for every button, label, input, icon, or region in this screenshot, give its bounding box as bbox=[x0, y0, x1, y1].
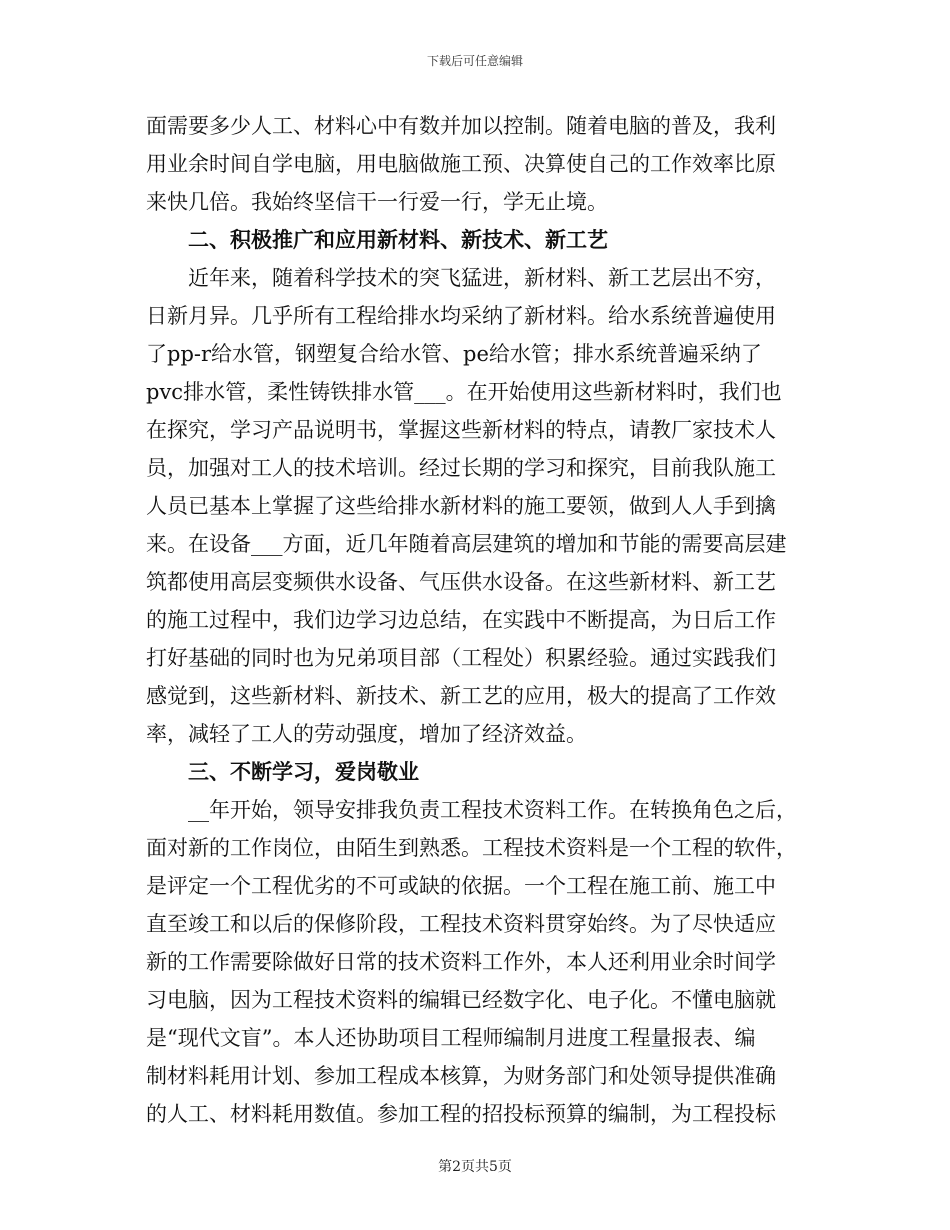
body-line: 是“现代文盲”。本人还协助项目工程师编制月进度工程量报表、编 bbox=[146, 1026, 756, 1050]
body-line: 人员已基本上掌握了这些给排水新材料的施工要领，做到人人手到擒 bbox=[146, 494, 776, 518]
body-line: 感觉到，这些新材料、新技术、新工艺的应用，极大的提高了工作效 bbox=[146, 684, 776, 708]
body-line: 直至竣工和以后的保修阶段，工程技术资料贯穿始终。为了尽快适应 bbox=[146, 912, 776, 936]
body-line: 用业余时间自学电脑，用电脑做施工预、决算使自己的工作效率比原 bbox=[146, 152, 776, 176]
body-line: 是评定一个工程优劣的不可或缺的依据。一个工程在施工前、施工中 bbox=[146, 874, 776, 898]
document-body bbox=[146, 107, 804, 1133]
body-line: 来快几倍。我始终坚信干一行爱一行，学无止境。 bbox=[146, 190, 608, 214]
body-line: 近年来，随着科学技术的突飞猛进，新材料、新工艺层出不穷， bbox=[188, 266, 776, 290]
body-line: 员，加强对工人的技术培训。经过长期的学习和探究，目前我队施工 bbox=[146, 456, 776, 480]
body-line: __年开始，领导安排我负责工程技术资料工作。在转换角色之后， bbox=[188, 798, 797, 822]
section-heading-2: 二、积极推广和应用新材料、新技术、新工艺 bbox=[188, 227, 608, 252]
page-header: 下载后可任意编辑 bbox=[426, 54, 523, 68]
body-line: 面对新的工作岗位，由陌生到熟悉。工程技术资料是一个工程的软件， bbox=[146, 836, 797, 860]
body-line: 新的工作需要除做好日常的技术资料工作外，本人还利用业余时间学 bbox=[146, 950, 776, 974]
page-footer: 第2页共5页 bbox=[438, 1159, 512, 1175]
body-line: 习电脑，因为工程技术资料的编辑已经数字化、电子化。不懂电脑就 bbox=[146, 988, 776, 1012]
body-line: 日新月异。几乎所有工程给排水均采纳了新材料。给水系统普遍使用 bbox=[146, 304, 776, 328]
body-line: 的施工过程中，我们边学习边总结，在实践中不断提高，为日后工作 bbox=[146, 608, 776, 632]
section-heading-3: 三、不断学习，爱岗敬业 bbox=[188, 759, 419, 784]
body-line: 筑都使用高层变频供水设备、气压供水设备。在这些新材料、新工艺 bbox=[146, 570, 776, 594]
body-line: 的人工、材料耗用数值。参加工程的招投标预算的编制，为工程投标 bbox=[146, 1102, 776, 1126]
body-line: 制材料耗用计划、参加工程成本核算，为财务部门和处领导提供准确 bbox=[146, 1064, 776, 1088]
body-line: 率，减轻了工人的劳动强度，增加了经济效益。 bbox=[146, 722, 587, 746]
body-line: pvc排水管，柔性铸铁排水管___。在开始使用这些新材料时，我们也 bbox=[146, 380, 782, 404]
body-line: 打好基础的同时也为兄弟项目部（工程处）积累经验。通过实践我们 bbox=[146, 646, 776, 670]
body-line: 了pp-r给水管，钢塑复合给水管、pe给水管；排水系统普遍采纳了 bbox=[146, 342, 762, 366]
body-line: 来。在设备___方面，近几年随着高层建筑的增加和节能的需要高层建 bbox=[146, 532, 787, 556]
body-line: 面需要多少人工、材料心中有数并加以控制。随着电脑的普及，我利 bbox=[146, 114, 776, 138]
body-line: 在探究，学习产品说明书，掌握这些新材料的特点，请教厂家技术人 bbox=[146, 418, 776, 442]
